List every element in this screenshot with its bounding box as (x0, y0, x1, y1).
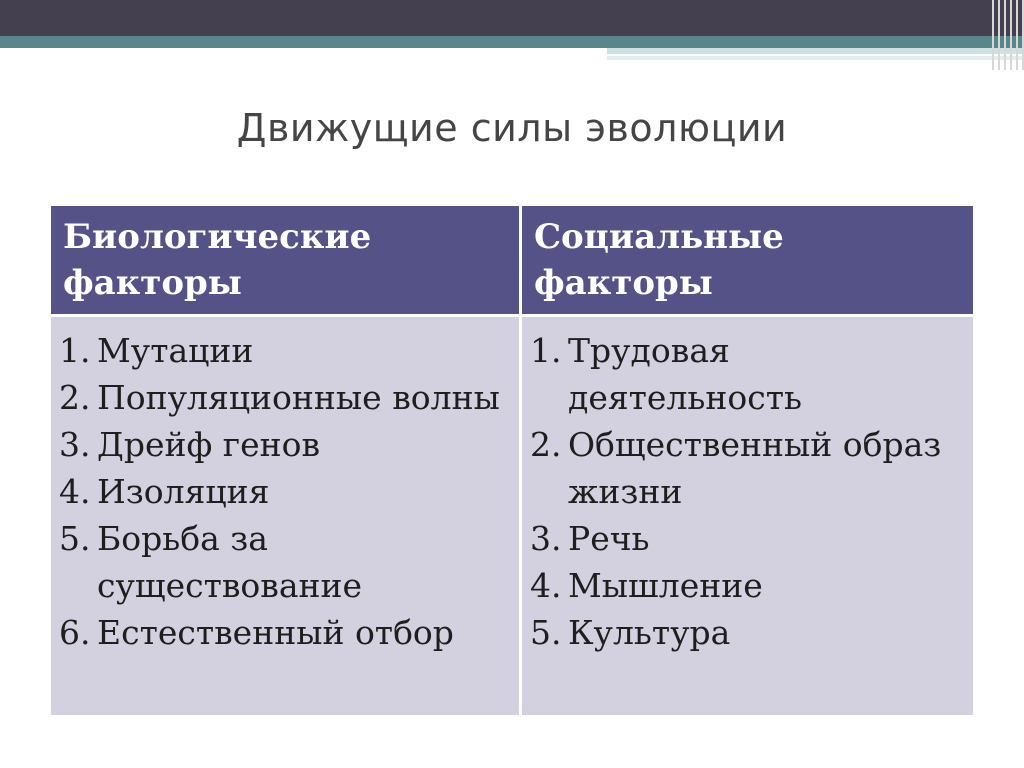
list-item (59, 515, 511, 609)
accent-stripe-light (607, 48, 1024, 66)
list-text: Изоляция (97, 472, 270, 511)
list-text: Популяционные волны (97, 378, 500, 417)
list-text: Трудовая деятельность (568, 331, 802, 417)
list-item (530, 609, 965, 656)
list-text: Общественный образ жизни (568, 425, 942, 511)
list-item (530, 327, 965, 421)
slide-title: Движущие силы эволюции (236, 106, 788, 150)
list-text: Дрейф генов (97, 425, 321, 464)
social-factors-cell (521, 316, 974, 716)
list-item (530, 421, 965, 515)
list-number: 2. (530, 425, 562, 464)
corner-decorative-lines (988, 0, 1024, 70)
biological-factors-list (59, 327, 511, 656)
table-header-row (51, 206, 973, 316)
list-item (59, 421, 511, 468)
header-social: Социальные факторы (521, 206, 974, 316)
list-number: 1. (530, 331, 562, 370)
list-number: 3. (59, 425, 91, 464)
accent-stripe (0, 36, 1024, 48)
list-item (59, 327, 511, 374)
list-number: 4. (59, 472, 91, 511)
list-text: Речь (568, 519, 650, 558)
list-number: 3. (530, 519, 562, 558)
header-biological: Биологические факторы (51, 206, 521, 316)
list-text: Борьба за существование (97, 519, 363, 605)
list-item (59, 374, 511, 421)
list-item (59, 468, 511, 515)
social-factors-list (530, 327, 965, 656)
list-number: 4. (530, 566, 562, 605)
list-number: 6. (59, 613, 91, 652)
top-decorative-bar (0, 0, 1024, 36)
list-number: 5. (59, 519, 91, 558)
list-item (530, 562, 965, 609)
list-text: Культура (568, 613, 731, 652)
biological-factors-cell (51, 316, 521, 716)
list-number: 1. (59, 331, 91, 370)
list-number: 2. (59, 378, 91, 417)
list-text: Мутации (97, 331, 254, 370)
list-number: 5. (530, 613, 562, 652)
list-item (59, 609, 511, 656)
list-text: Мышление (568, 566, 763, 605)
list-text: Естественный отбор (97, 613, 454, 652)
table-body-row (51, 316, 973, 716)
list-item (530, 515, 965, 562)
factors-table (51, 206, 973, 715)
